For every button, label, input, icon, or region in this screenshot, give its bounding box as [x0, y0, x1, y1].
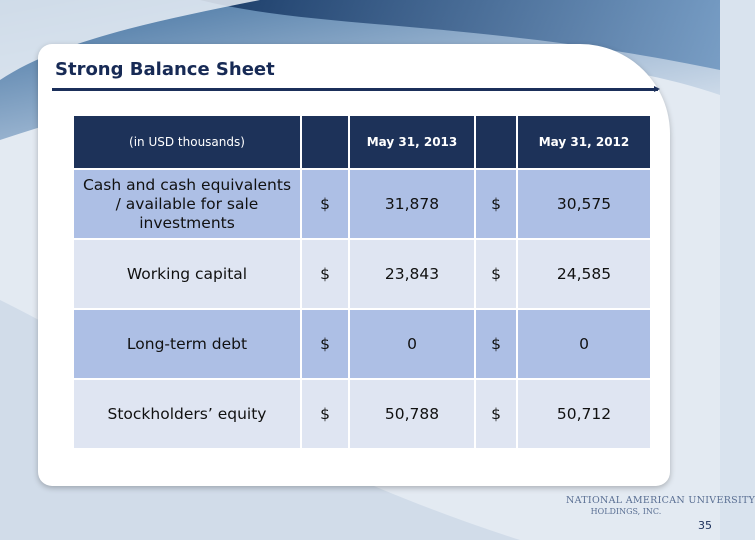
- date-header-2013: May 31, 2013: [349, 115, 475, 169]
- table-row: [73, 169, 651, 239]
- company-logo: [566, 495, 755, 517]
- currency-symbol: $: [301, 169, 349, 239]
- table-header-row: [73, 115, 651, 169]
- value-2013: 31,878: [349, 169, 475, 239]
- date-header-2012: May 31, 2012: [517, 115, 651, 169]
- currency-symbol: $: [475, 169, 517, 239]
- value-2012: 24,585: [517, 239, 651, 309]
- value-2013: 0: [349, 309, 475, 379]
- row-label: Working capital: [73, 239, 301, 309]
- row-label: Long-term debt: [73, 309, 301, 379]
- currency-symbol: $: [475, 309, 517, 379]
- page-number: 35: [698, 519, 712, 532]
- slide-title: Strong Balance Sheet: [55, 59, 275, 80]
- logo-line-2: HOLDINGS, INC.: [590, 507, 662, 516]
- currency-header-2: [475, 115, 517, 169]
- value-2012: 30,575: [517, 169, 651, 239]
- value-2013: 23,843: [349, 239, 475, 309]
- title-underline: [52, 88, 658, 91]
- value-2013: 50,788: [349, 379, 475, 449]
- currency-symbol: $: [301, 379, 349, 449]
- table-row: [73, 379, 651, 449]
- currency-symbol: $: [301, 239, 349, 309]
- currency-header-1: [301, 115, 349, 169]
- currency-symbol: $: [475, 379, 517, 449]
- currency-symbol: $: [301, 309, 349, 379]
- table-row: [73, 309, 651, 379]
- value-2012: 50,712: [517, 379, 651, 449]
- row-label: Cash and cash equivalents / available for sale investments: [73, 169, 301, 239]
- logo-line-1: NATIONAL AMERICAN UNIVERSITY: [566, 495, 755, 506]
- table-row: [73, 239, 651, 309]
- value-2012: 0: [517, 309, 651, 379]
- balance-sheet-table: [72, 114, 652, 450]
- currency-symbol: $: [475, 239, 517, 309]
- units-header: (in USD thousands): [73, 115, 301, 169]
- row-label: Stockholders’ equity: [73, 379, 301, 449]
